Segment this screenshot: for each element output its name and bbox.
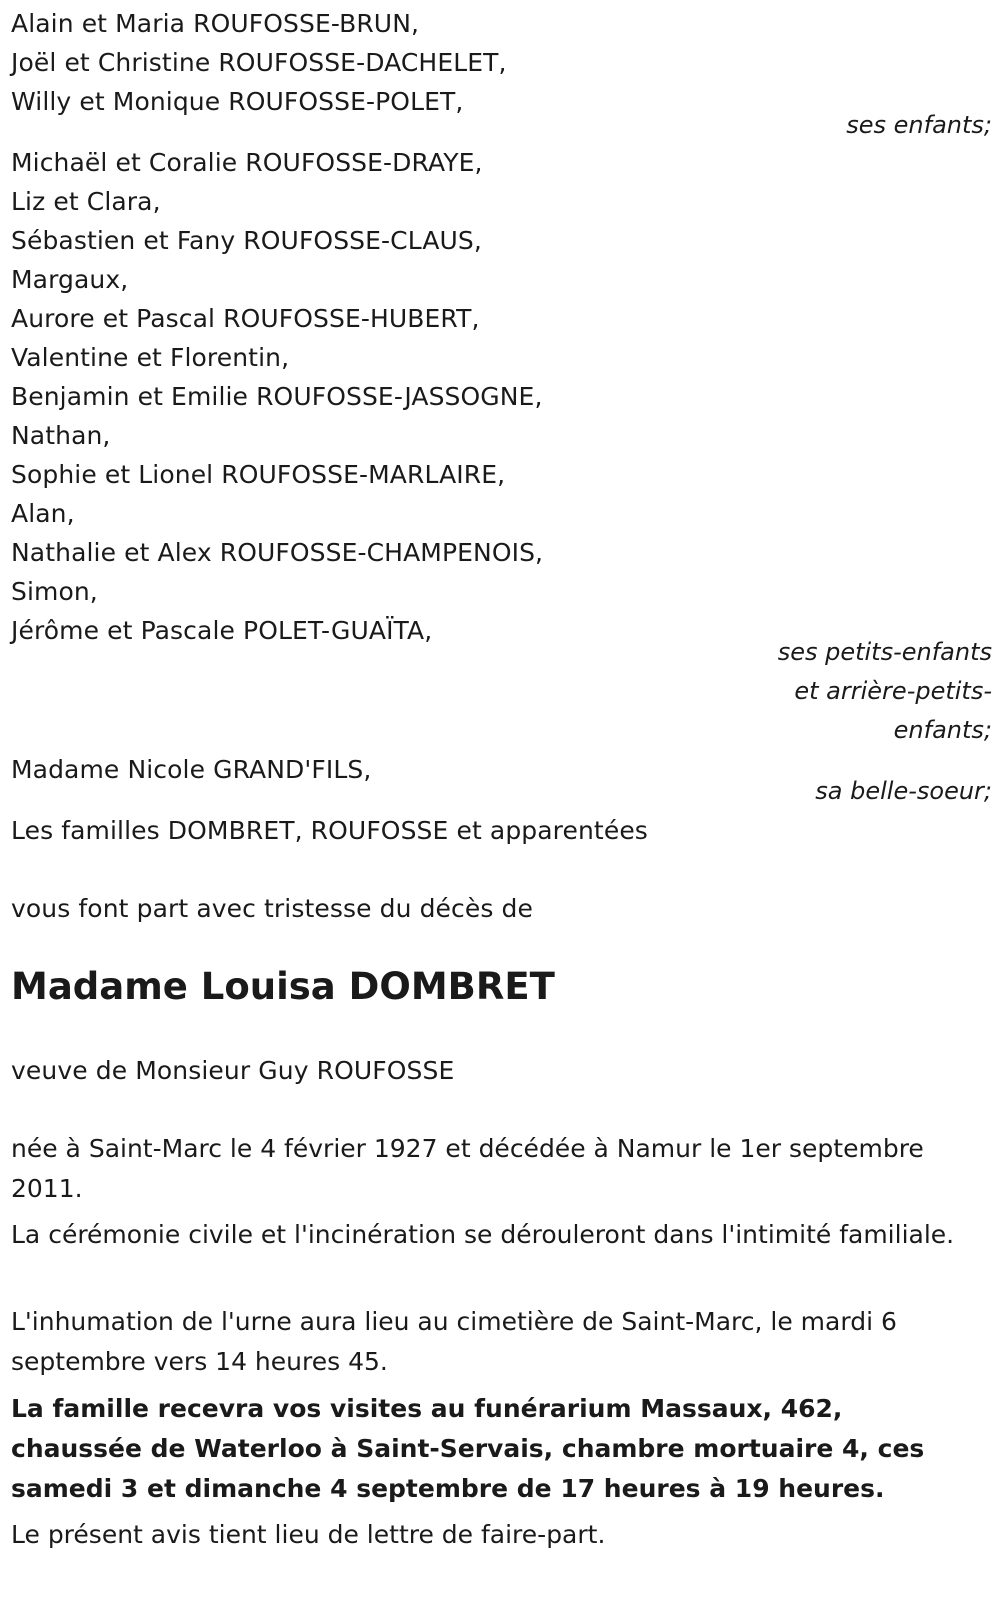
widow-of-line: veuve de Monsieur Guy ROUFOSSE [11, 1056, 455, 1085]
announce-line: vous font part avec tristesse du décès de [11, 894, 533, 923]
grandchild-line: Sophie et Lionel ROUFOSSE-MARLAIRE, [11, 460, 506, 489]
grandchild-line: Nathan, [11, 421, 111, 450]
grandchild-line: Alan, [11, 499, 75, 528]
grandchild-line: Benjamin et Emilie ROUFOSSE-JASSOGNE, [11, 382, 543, 411]
grandchildren-label: et arrière-petits- [794, 677, 992, 705]
grandchild-line: Simon, [11, 577, 98, 606]
grandchild-line: Michaël et Coralie ROUFOSSE-DRAYE, [11, 148, 483, 177]
birth-death-paragraph: née à Saint-Marc le 4 février 1927 et décédée à Namur le 1er septembre 2011. [11, 1134, 924, 1203]
deceased-name: Madame Louisa DOMBRET [11, 965, 555, 1008]
ceremony-paragraph: La cérémonie civile et l'incinération se dérouleront dans l'intimité familiale. [11, 1220, 955, 1249]
sister-in-law-label: sa belle-soeur; [815, 777, 992, 805]
grandchild-line: Valentine et Florentin, [11, 343, 290, 372]
grandchild-line: Margaux, [11, 265, 129, 294]
visits-paragraph: La famille recevra vos visites au funérarium Massaux, 462, chaussée de Waterloo à Saint-Servais, chambre mortuaire 4, ces samedi 3 et dimanche 4 septembre de 17 heures à 19 heures. [11, 1394, 925, 1503]
grandchild-line: Nathalie et Alex ROUFOSSE-CHAMPENOIS, [11, 538, 544, 567]
grandchild-line: Liz et Clara, [11, 187, 161, 216]
grandchildren-label: enfants; [893, 716, 992, 744]
grandchild-line: Aurore et Pascal ROUFOSSE-HUBERT, [11, 304, 480, 333]
grandchildren-label: ses petits-enfants [777, 638, 992, 666]
grandchild-line: Jérôme et Pascale POLET-GUAÏTA, [11, 616, 433, 645]
grandchild-line: Sébastien et Fany ROUFOSSE-CLAUS, [11, 226, 482, 255]
notice-paragraph: Le présent avis tient lieu de lettre de faire-part. [11, 1520, 606, 1549]
families-line: Les familles DOMBRET, ROUFOSSE et apparentées [11, 816, 648, 845]
children-label: ses enfants; [846, 111, 992, 139]
child-line: Joël et Christine ROUFOSSE-DACHELET, [11, 48, 507, 77]
child-line: Alain et Maria ROUFOSSE-BRUN, [11, 9, 420, 38]
burial-paragraph: L'inhumation de l'urne aura lieu au cimetière de Saint-Marc, le mardi 6 septembre vers 14 heures 45. [11, 1307, 897, 1376]
child-line: Willy et Monique ROUFOSSE-POLET, [11, 87, 464, 116]
sister-in-law-line: Madame Nicole GRAND'FILS, [11, 755, 372, 784]
